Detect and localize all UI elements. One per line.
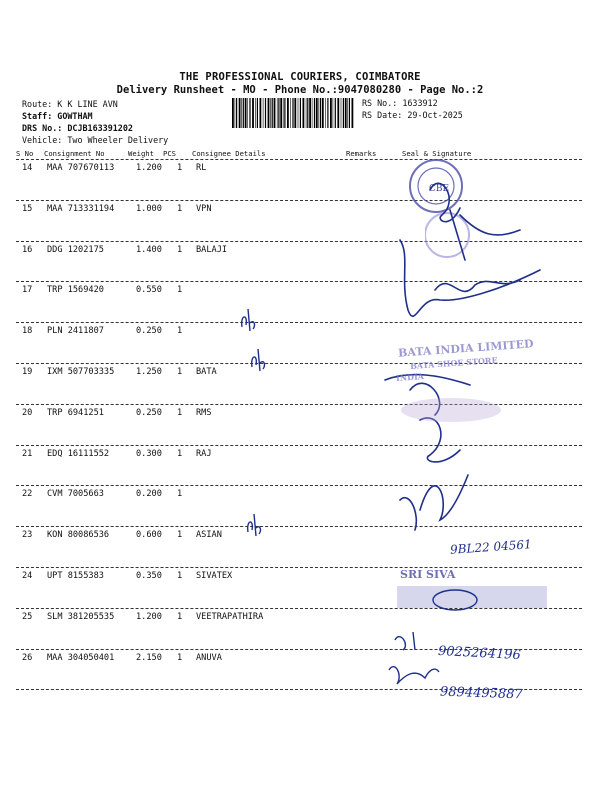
pcs-cell: 1 [177, 530, 183, 541]
runsheet-title: Delivery Runsheet - MO - Phone No.:9047080280 - Page No.:2 [116, 84, 484, 96]
col-consignee: Consignee Details [192, 149, 266, 158]
consignment-cell: DDG 1202175 [47, 244, 104, 255]
weight-cell: 1.200 [136, 611, 162, 622]
consignee-cell: RMS [196, 407, 212, 418]
bata-stamp-smudge [396, 390, 506, 430]
vehicle-label: Vehicle: Two Wheeler Delivery [22, 135, 169, 145]
weight-cell: 1.200 [136, 163, 162, 173]
weight-cell: 2.150 [136, 652, 162, 663]
weight-cell: 0.600 [136, 530, 162, 541]
col-seal-signature: Seal & Signature [402, 149, 472, 158]
pcs-cell: 1 [177, 571, 183, 581]
handwritten-phone-2: 9894495887 [439, 684, 523, 703]
consignee-cell: BALAJI [196, 244, 228, 255]
weight-cell: 1.400 [136, 244, 162, 255]
bata-stamp-line-2: BATA SHOE STORE [409, 354, 498, 372]
sno-cell: 14 [22, 163, 33, 173]
siva-stamp-smudge [395, 580, 555, 620]
weight-cell: 0.250 [136, 407, 162, 418]
pcs-cell: 1 [177, 203, 183, 214]
staff-label: Staff: GOWTHAM [22, 111, 93, 121]
consignee-cell: BATA [196, 367, 217, 377]
col-pcs: PCS [163, 149, 176, 158]
sno-cell: 19 [22, 367, 33, 377]
consignment-cell: PLN 2411807 [47, 326, 104, 337]
initial-mark-19 [246, 345, 268, 375]
rs-date: RS Date: 29-Oct-2025 [362, 110, 463, 120]
consignee-cell: RAJ [196, 448, 212, 459]
consignee-cell: VEETRAPATHIRA [196, 611, 264, 622]
pcs-cell: 1 [177, 367, 183, 377]
pcs-cell: 1 [177, 489, 183, 500]
pcs-cell: 1 [177, 326, 183, 337]
pcs-cell: 1 [177, 407, 183, 418]
bata-stamp-line-3: INDIA [395, 371, 425, 383]
consignment-cell: CVM 7005663 [47, 489, 104, 500]
col-remarks: Remarks [346, 149, 377, 158]
sno-cell: 16 [22, 244, 33, 255]
pcs-cell: 1 [177, 611, 183, 622]
sno-cell: 18 [22, 326, 33, 337]
pcs-cell: 1 [177, 285, 183, 296]
handwritten-note: 9BL22 04561 [449, 537, 533, 557]
company-title: THE PROFESSIONAL COURIERS, COIMBATORE [179, 71, 421, 83]
drs-label: DRS No.: DCJB163391202 [22, 123, 133, 133]
consignment-cell: IXM 507703335 [47, 367, 115, 377]
weight-cell: 0.550 [136, 285, 162, 296]
consignment-cell: UPT 8155383 [47, 571, 104, 581]
signature-strokes-lower [385, 620, 445, 690]
weight-cell: 0.200 [136, 489, 162, 500]
weight-cell: 0.300 [136, 448, 162, 459]
sno-cell: 23 [22, 530, 33, 541]
sno-cell: 20 [22, 407, 33, 418]
rs-number: RS No.: 1633912 [362, 98, 438, 108]
col-weight: Weight [128, 149, 154, 158]
sno-cell: 24 [22, 571, 33, 581]
pcs-cell: 1 [177, 244, 183, 255]
initial-mark-18 [236, 305, 258, 335]
weight-cell: 1.000 [136, 203, 162, 214]
consignment-cell: MAA 707670113 [47, 163, 115, 173]
col-sno: S No [16, 149, 34, 158]
consignment-cell: TRP 1569420 [47, 285, 104, 296]
handwritten-phone-1: 9025264196 [437, 643, 522, 664]
sno-cell: 15 [22, 203, 33, 214]
sno-cell: 22 [22, 489, 33, 500]
bata-stamp-line-1: BATA INDIA LIMITED [397, 337, 535, 360]
consignment-cell: KON 80086536 [47, 530, 110, 541]
consignee-cell: VPN [196, 203, 212, 214]
consignment-cell: SLM 381205535 [47, 611, 115, 622]
consignment-cell: EDQ 16111552 [47, 448, 110, 459]
sno-cell: 25 [22, 611, 33, 622]
consignment-cell: MAA 713331194 [47, 203, 115, 214]
weight-cell: 0.350 [136, 571, 162, 581]
pcs-cell: 1 [177, 652, 183, 663]
consignment-cell: MAA 304050401 [47, 652, 115, 663]
sno-cell: 21 [22, 448, 33, 459]
consignee-cell: ASIAN [196, 530, 222, 541]
route-label: Route: K K LINE AVN [22, 99, 118, 109]
sno-cell: 17 [22, 285, 33, 296]
consignee-cell: SIVATEX [196, 571, 233, 581]
consignee-cell: ANUVA [196, 652, 222, 663]
consignment-cell: TRP 6941251 [47, 407, 104, 418]
weight-cell: 0.250 [136, 326, 162, 337]
svg-text:CBE: CBE [429, 184, 450, 194]
siva-stamp: SRI SIVA [400, 568, 456, 581]
barcode [232, 98, 356, 128]
pcs-cell: 1 [177, 448, 183, 459]
col-consignment: Consignment No [44, 149, 105, 158]
consignee-cell: RL [196, 163, 207, 173]
weight-cell: 1.250 [136, 367, 162, 377]
sno-cell: 26 [22, 652, 33, 663]
pcs-cell: 1 [177, 163, 183, 173]
initial-mark-23 [242, 510, 264, 540]
